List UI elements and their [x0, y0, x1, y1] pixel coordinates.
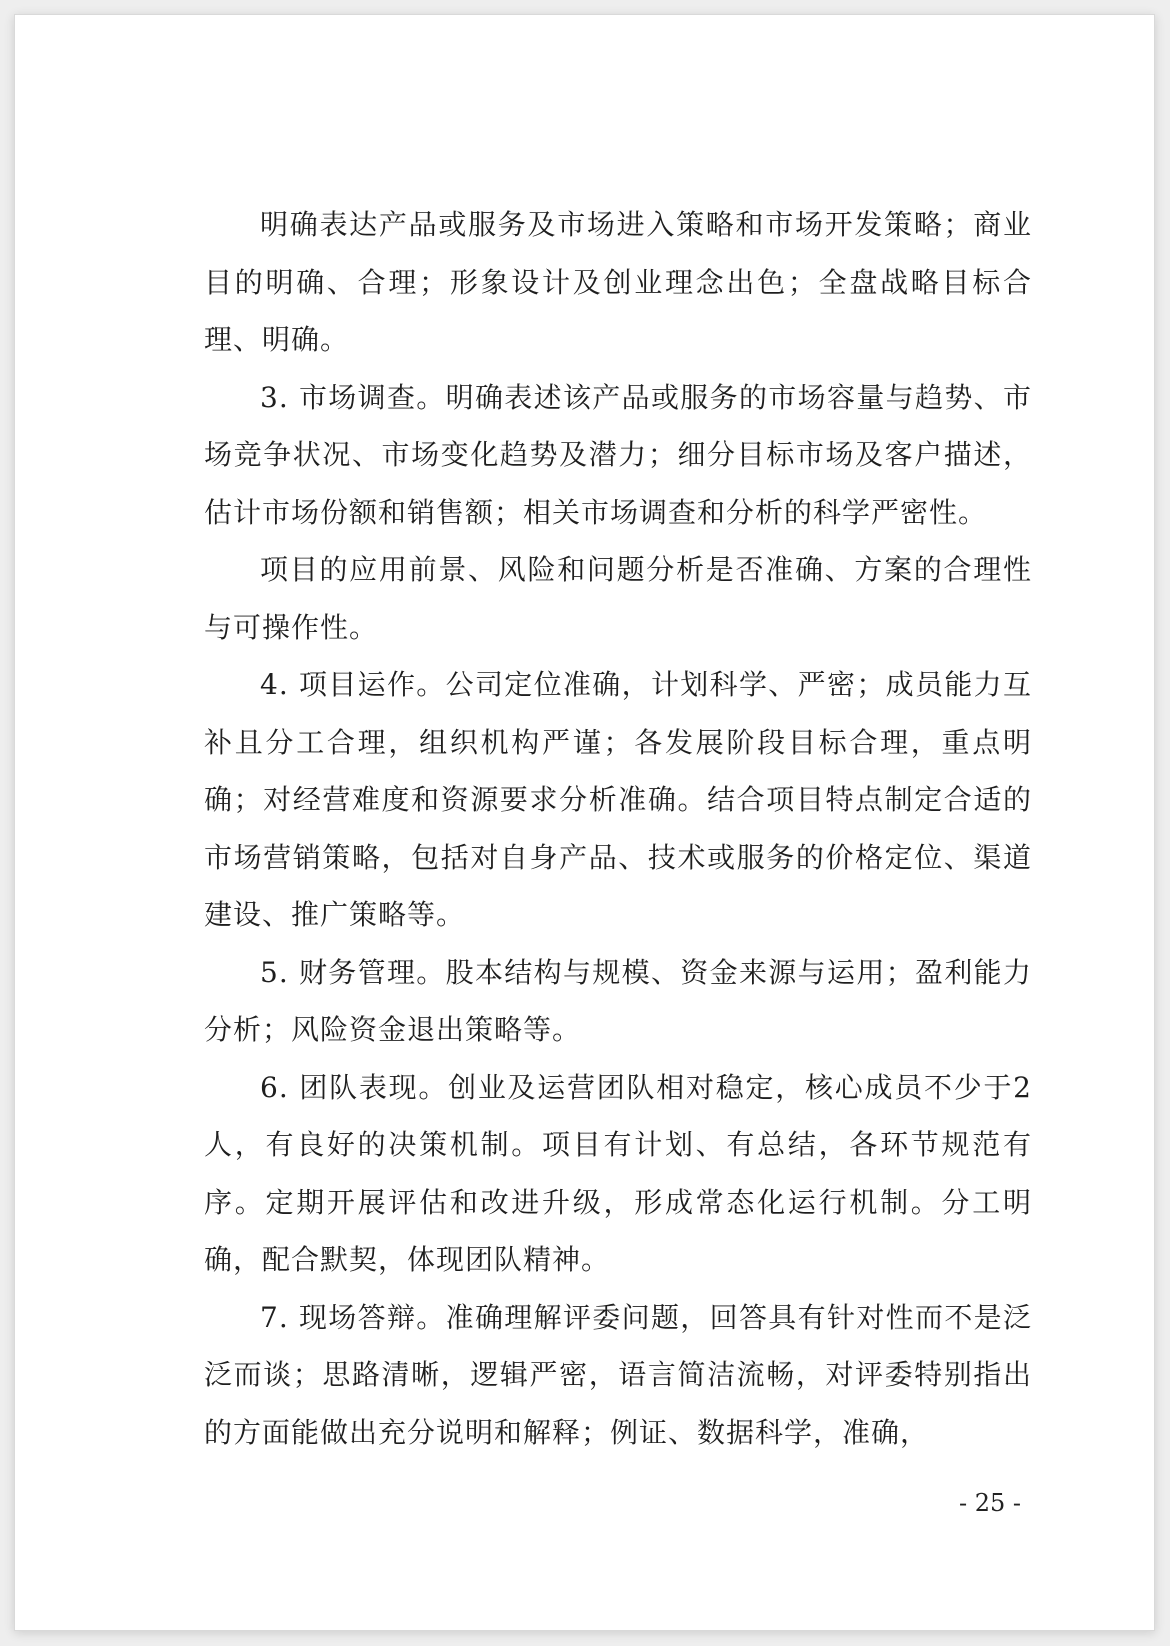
- paragraph-defense: 7. 现场答辩。准确理解评委问题，回答具有针对性而不是泛泛而谈；思路清晰，逻辑严密，语言简洁流畅，对评委特别指出的方面能做出充分说明和解释；例证、数据科学，准确，: [204, 1300, 1032, 1449]
- paragraph-market-research: 3. 市场调查。明确表述该产品或服务的市场容量与趋势、市场竞争状况、市场变化趋势及潜力；细分目标市场及客户描述，估计市场份额和销售额；相关市场调查和分析的科学严密性。: [204, 380, 1032, 529]
- paragraph-finance: 5. 财务管理。股本结构与规模、资金来源与运用；盈利能力分析；风险资金退出策略等。: [204, 955, 1032, 1046]
- paragraph-prospects: 项目的应用前景、风险和问题分析是否准确、方案的合理性与可操作性。: [204, 553, 1032, 644]
- paragraph-operations: 4. 项目运作。公司定位准确，计划科学、严密；成员能力互补且分工合理，组织机构严谨；各发展阶段目标合理，重点明确；对经营难度和资源要求分析准确。结合项目特点制定合适的市场营销策略，包括对自身产品、技术或服务的价格定位、渠道建设、推广策略等。: [204, 668, 1032, 931]
- paragraph-team: 6. 团队表现。创业及运营团队相对稳定，核心成员不少于2人，有良好的决策机制。项目有计划、有总结，各环节规范有序。定期开展评估和改进升级，形成常态化运行机制。分工明确，配合默契，体现团队精神。: [204, 1070, 1032, 1276]
- body-text: [204, 196, 1032, 1461]
- paragraph-strategy: 明确表达产品或服务及市场进入策略和市场开发策略；商业目的明确、合理；形象设计及创业理念出色；全盘战略目标合理、明确。: [204, 208, 1032, 356]
- page-number: - 25 -: [958, 1489, 1021, 1517]
- document-page: [14, 14, 1155, 1631]
